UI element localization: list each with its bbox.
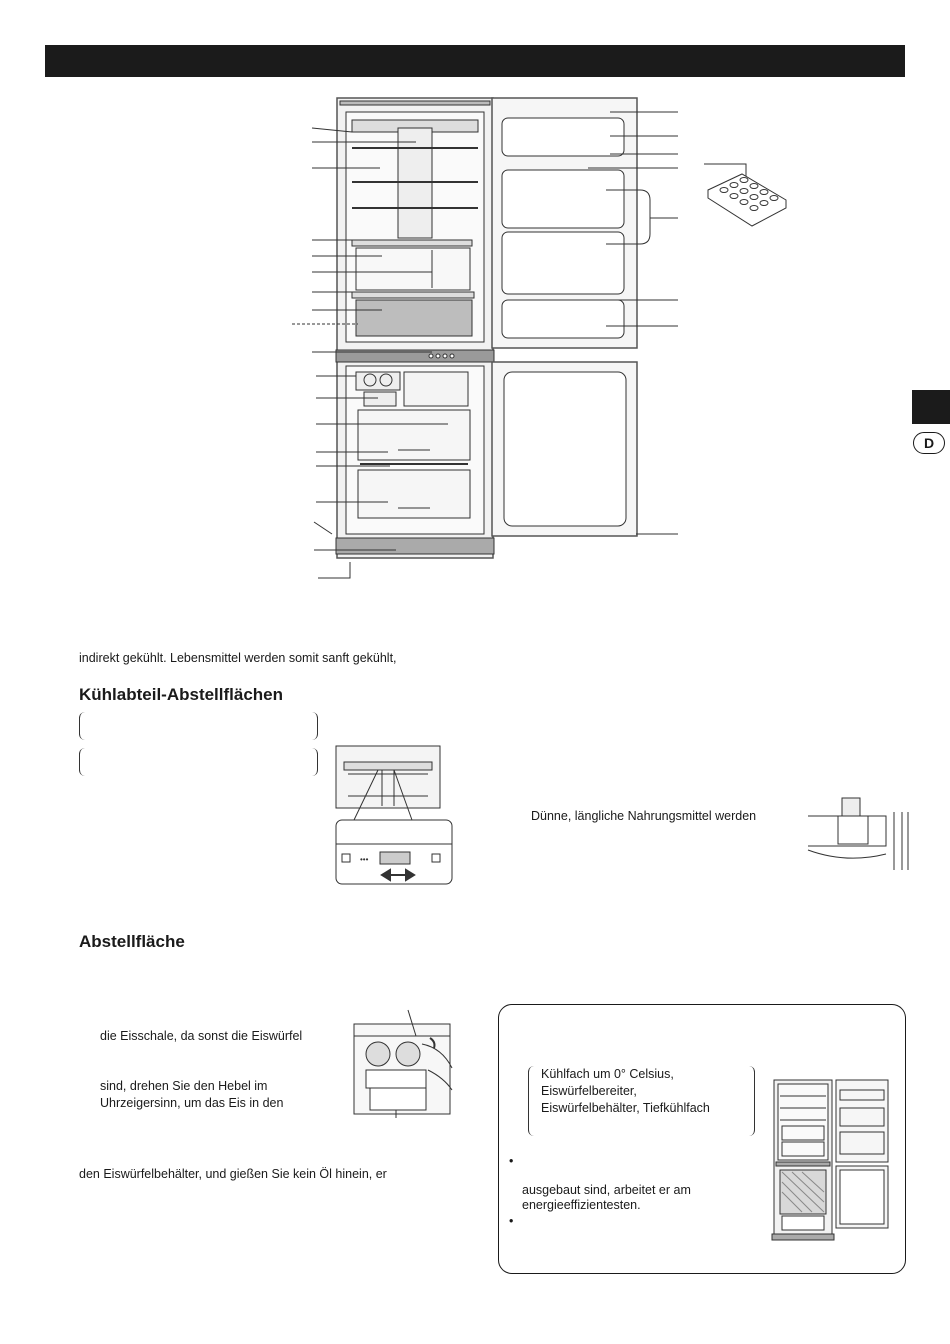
bracket-icon (311, 712, 318, 740)
info-list-line-1: Kühlfach um 0° Celsius, (541, 1067, 674, 1081)
info-bullet-text-2: energieeffizientesten. (522, 1198, 641, 1212)
ice-bin-text: den Eiswürfelbehälter, und gießen Sie kein Öl hinein, er (79, 1167, 387, 1181)
info-list-line-2: Eiswürfelbereiter, (541, 1084, 637, 1098)
door-pocket-diagram (806, 794, 916, 874)
bracket-icon (528, 1066, 535, 1136)
bracket-icon (79, 712, 86, 740)
heading-shelves: Kühlabteil-Abstellflächen (79, 685, 284, 704)
info-bullet-text-1: ausgebaut sind, arbeitet er am (522, 1183, 691, 1197)
bracket-icon (79, 748, 86, 776)
ice-maker-diagram (352, 1008, 462, 1118)
bracket-icon (748, 1066, 755, 1136)
svg-text:•••: ••• (360, 855, 369, 864)
intro-text: indirekt gekühlt. Lebensmittel werden somit sanft gekühlt, (79, 651, 397, 665)
lever-text-1: sind, drehen Sie den Hebel im (100, 1079, 268, 1093)
thin-foods-text: Dünne, längliche Nahrungsmittel werden (531, 809, 757, 823)
language-badge: D (913, 432, 945, 454)
egg-tray (708, 174, 786, 226)
small-fridge-diagram (772, 1078, 892, 1248)
refrigerator-diagram (0, 0, 950, 600)
lever-text-2: Uhrzeigersinn, um das Eis in den (100, 1096, 284, 1110)
ice-tray-text: die Eisschale, da sonst die Eiswürfel (100, 1029, 303, 1043)
bracket-icon (311, 748, 318, 776)
shelf-adjust-diagram (334, 744, 474, 894)
info-list-line-3: Eiswürfelbehälter, Tiefkühlfach (541, 1101, 710, 1115)
info-bullet-1: • (509, 1154, 514, 1168)
info-bullet-2: • (509, 1214, 514, 1228)
heading-shelf: Abstellfläche (79, 932, 185, 951)
